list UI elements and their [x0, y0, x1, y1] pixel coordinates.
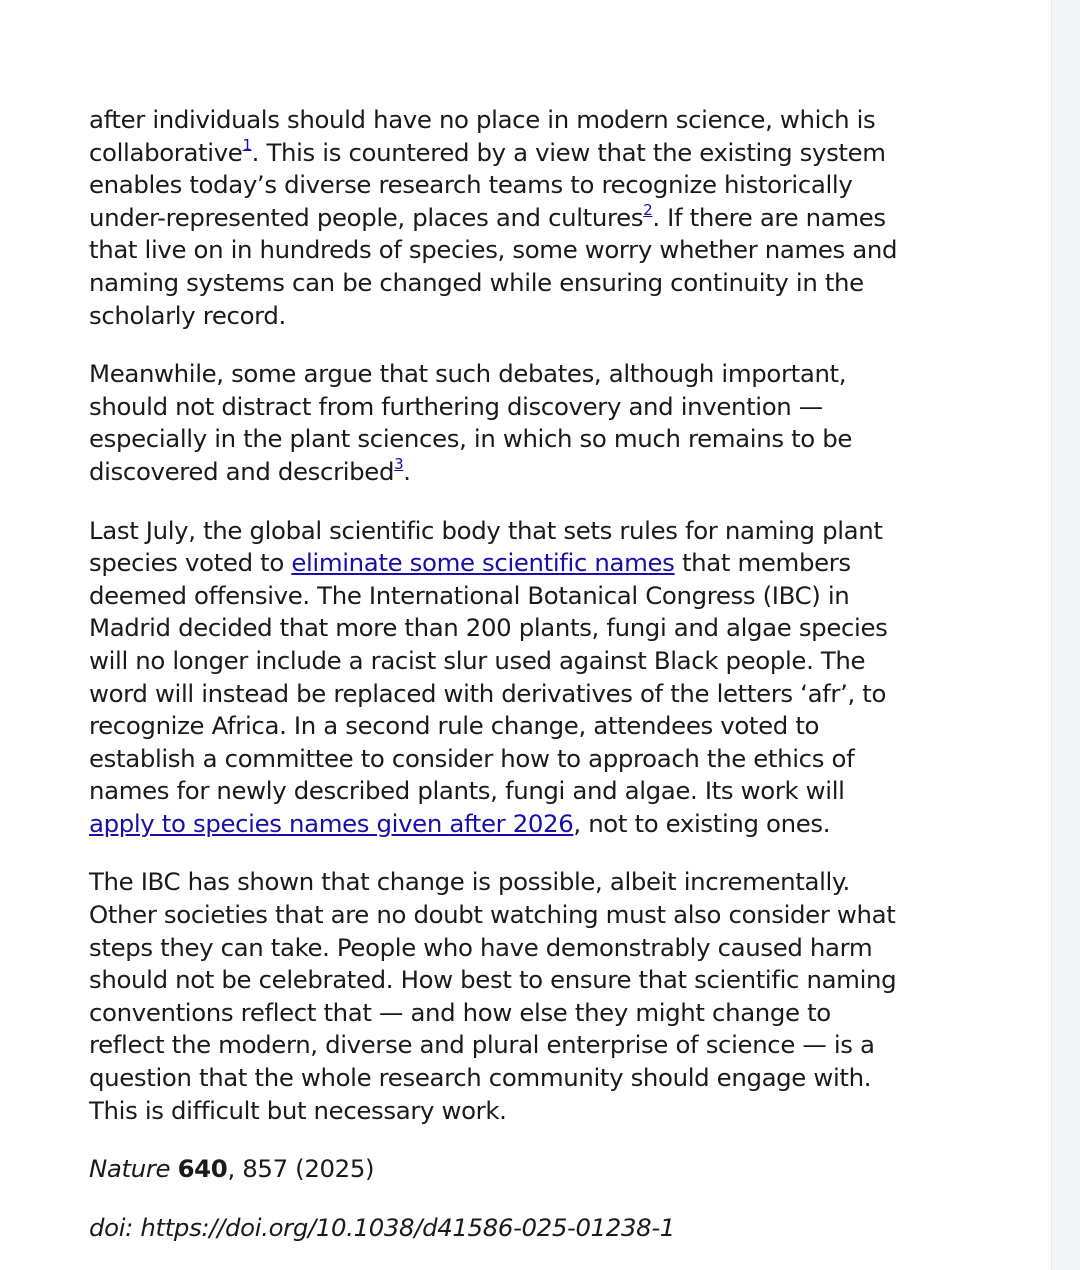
paragraph-3-text-a: Last July, the global scientific body that sets rules for naming plant species voted to	[89, 515, 883, 578]
paragraph-2	[89, 358, 904, 488]
reference-3-link[interactable]: 3	[394, 454, 404, 473]
paragraph-3	[89, 515, 904, 841]
citation-journal: Nature	[89, 1154, 171, 1184]
reference-1-superscript	[242, 135, 251, 153]
paragraph-4-text: The IBC has shown that change is possible, albeit incrementally. Other societies that are no doubt watching must also consider what steps they can take. People who have demonstrably caused harm should not be celebrated. How best to ensure that scientific naming conventions reflect that — and how else they might change to reflect the modern, diverse and plural enterprise of science — is a question that the whole research community should engage with. This is difficult but necessary work.	[89, 867, 897, 1125]
citation	[89, 1153, 904, 1186]
species-names-2026-link[interactable]: apply to species names given after 2026	[89, 808, 574, 838]
paragraph-1-text-b: . This is countered by a view that the existing system enables today’s diverse research teams to recognize historically under-represented people, places and cultures	[89, 137, 886, 232]
reference-2-superscript	[643, 201, 652, 219]
citation-volume: 640	[177, 1154, 228, 1184]
paragraph-1-text-c: . If there are names that live on in hundreds of species, some worry whether names and naming systems can be changed while ensuring continuity in the scholarly record.	[89, 202, 898, 330]
paragraph-2-text-b: .	[403, 456, 411, 486]
reference-1-link[interactable]: 1	[242, 135, 252, 154]
scrollbar-gutter[interactable]	[1051, 0, 1080, 1270]
paragraph-1	[89, 104, 904, 332]
article-body	[89, 104, 904, 1270]
reference-3-superscript	[394, 455, 403, 473]
eliminate-names-link[interactable]: eliminate some scientific names	[291, 548, 675, 578]
doi-line: doi: https://doi.org/10.1038/d41586-025-01238-1	[89, 1212, 675, 1242]
reference-2-link[interactable]: 2	[643, 200, 653, 219]
citation-pages-year: , 857 (2025)	[227, 1154, 375, 1184]
paragraph-3-text-c: , not to existing ones.	[573, 808, 831, 838]
paragraph-1-text-a: after individuals should have no place in modern science, which is collaborative	[89, 105, 876, 167]
paragraph-3-text-b: that members deemed offensive. The International Botanical Congress (IBC) in Madrid decided that more than 200 plants, fungi and algae species will no longer include a racist slur used against Black people. The word will instead be replaced with derivatives of the letters ‘afr’, to recognize Africa. In a second rule change, attendees voted to establish a committee to consider how to approach the ethics of names for newly described plants, fungi and algae. Its work will	[89, 548, 888, 806]
paragraph-2-text-a: Meanwhile, some argue that such debates, although important, should not distract from furthering discovery and invention — especially in the plant sciences, in which so much remains to be discovered and described	[89, 359, 853, 486]
paragraph-4	[89, 866, 904, 1127]
